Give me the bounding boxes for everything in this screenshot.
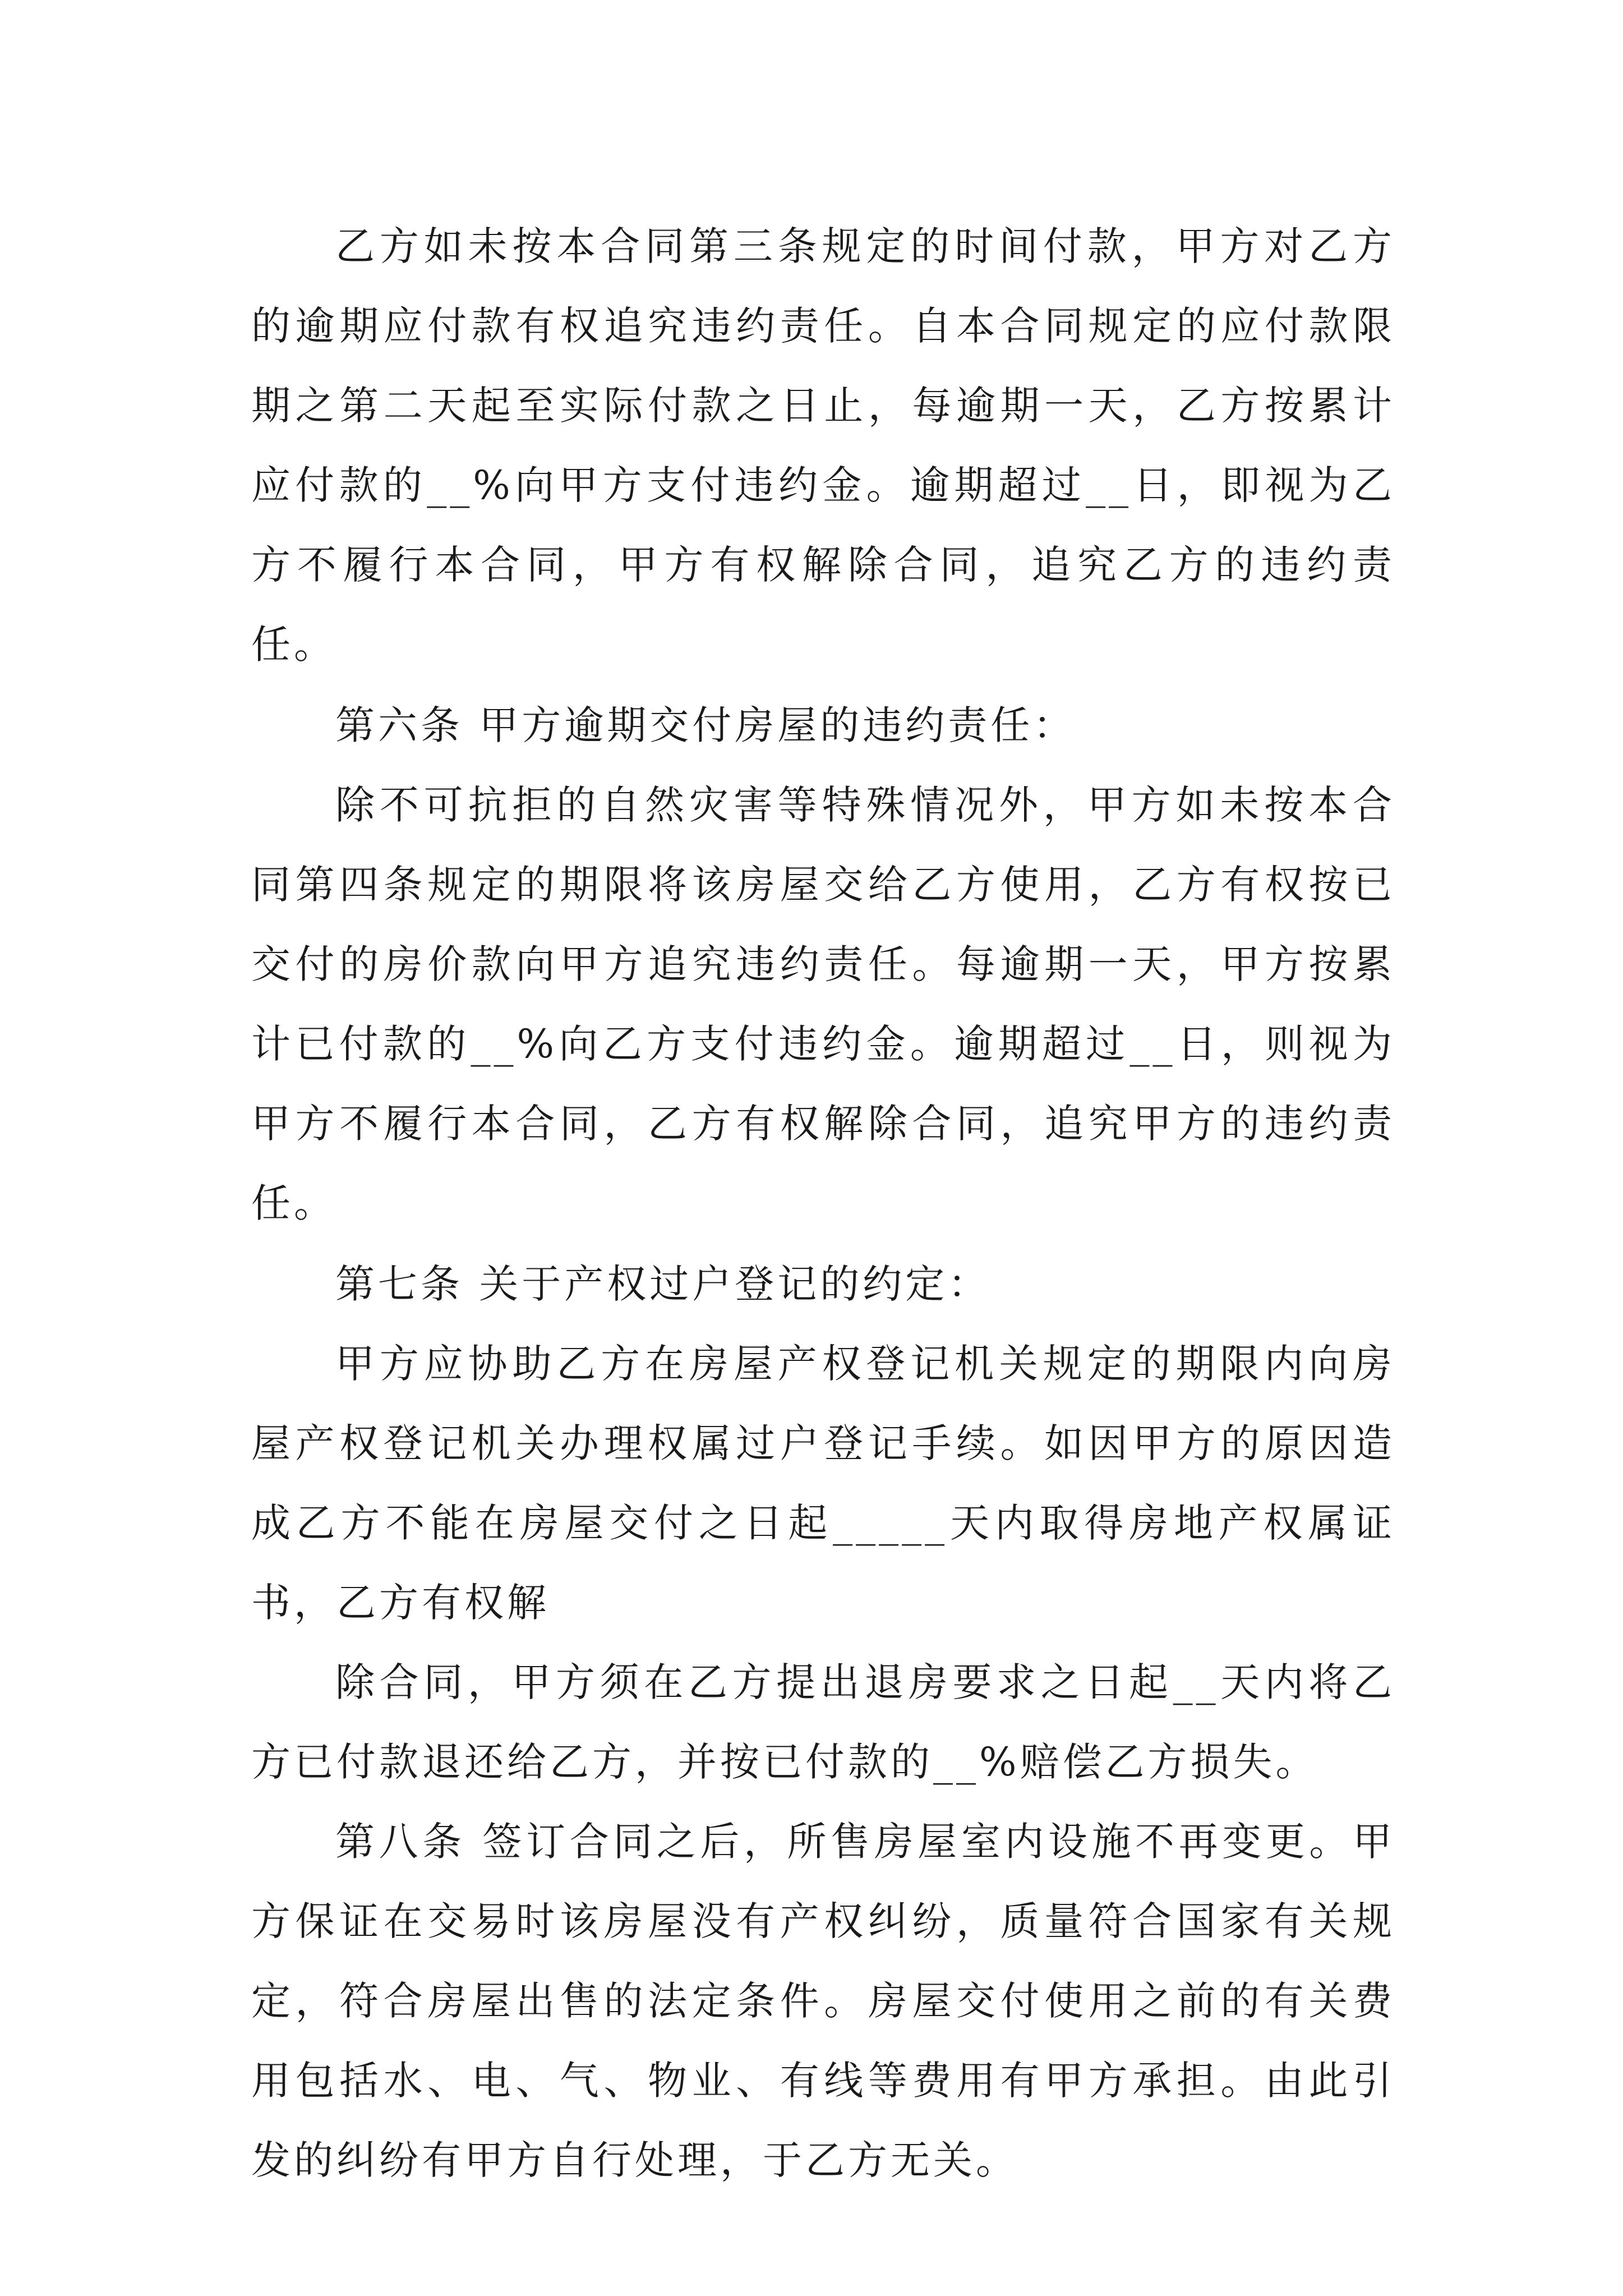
contract-body <box>251 206 1395 2200</box>
article-7-heading: 第七条 关于产权过户登记的约定： <box>335 1261 991 1307</box>
paragraph-late-payment: 乙方如未按本合同第三条规定的时间付款，甲方对乙方的逾期应付款有权追究违约责任。自本合同规定的应付款限期之第二天起至实际付款之日止，每逾期一天，乙方按累计应付款的__%向甲方支付违约金。逾期超过__日，即视为乙方不履行本合同，甲方有权解除合同，追究乙方的违约责任。 <box>251 223 1395 668</box>
article-6-heading: 第六条 甲方逾期交付房屋的违约责任： <box>335 702 1076 748</box>
paragraph-late-delivery: 除不可抗拒的自然灾害等特殊情况外，甲方如未按本合同第四条规定的期限将该房屋交给乙方使用，乙方有权按已交付的房价款向甲方追究违约责任。每逾期一天，甲方按累计已付款的__%向乙方支付违约金。逾期超过__日，则视为甲方不履行本合同，乙方有权解除合同，追究甲方的违约责任。 <box>251 782 1395 1226</box>
paragraph-refund: 除合同，甲方须在乙方提出退房要求之日起__天内将乙方已付款退还给乙方，并按已付款的__%赔偿乙方损失。 <box>251 1659 1395 1785</box>
paragraph-title-transfer: 甲方应协助乙方在房屋产权登记机关规定的期限内向房屋产权登记机关办理权属过户登记手续。如因甲方的原因造成乙方不能在房屋交付之日起_____天内取得房地产权属证书，乙方有权解 <box>251 1341 1395 1626</box>
article-8-paragraph: 第八条 签订合同之后，所售房屋室内设施不再变更。甲方保证在交易时该房屋没有产权纠纷，质量符合国家有关规定，符合房屋出售的法定条件。房屋交付使用之前的有关费用包括水、电、气、物业、有线等费用有甲方承担。由此引发的纠纷有甲方自行处理，于乙方无关。 <box>251 1819 1395 2183</box>
